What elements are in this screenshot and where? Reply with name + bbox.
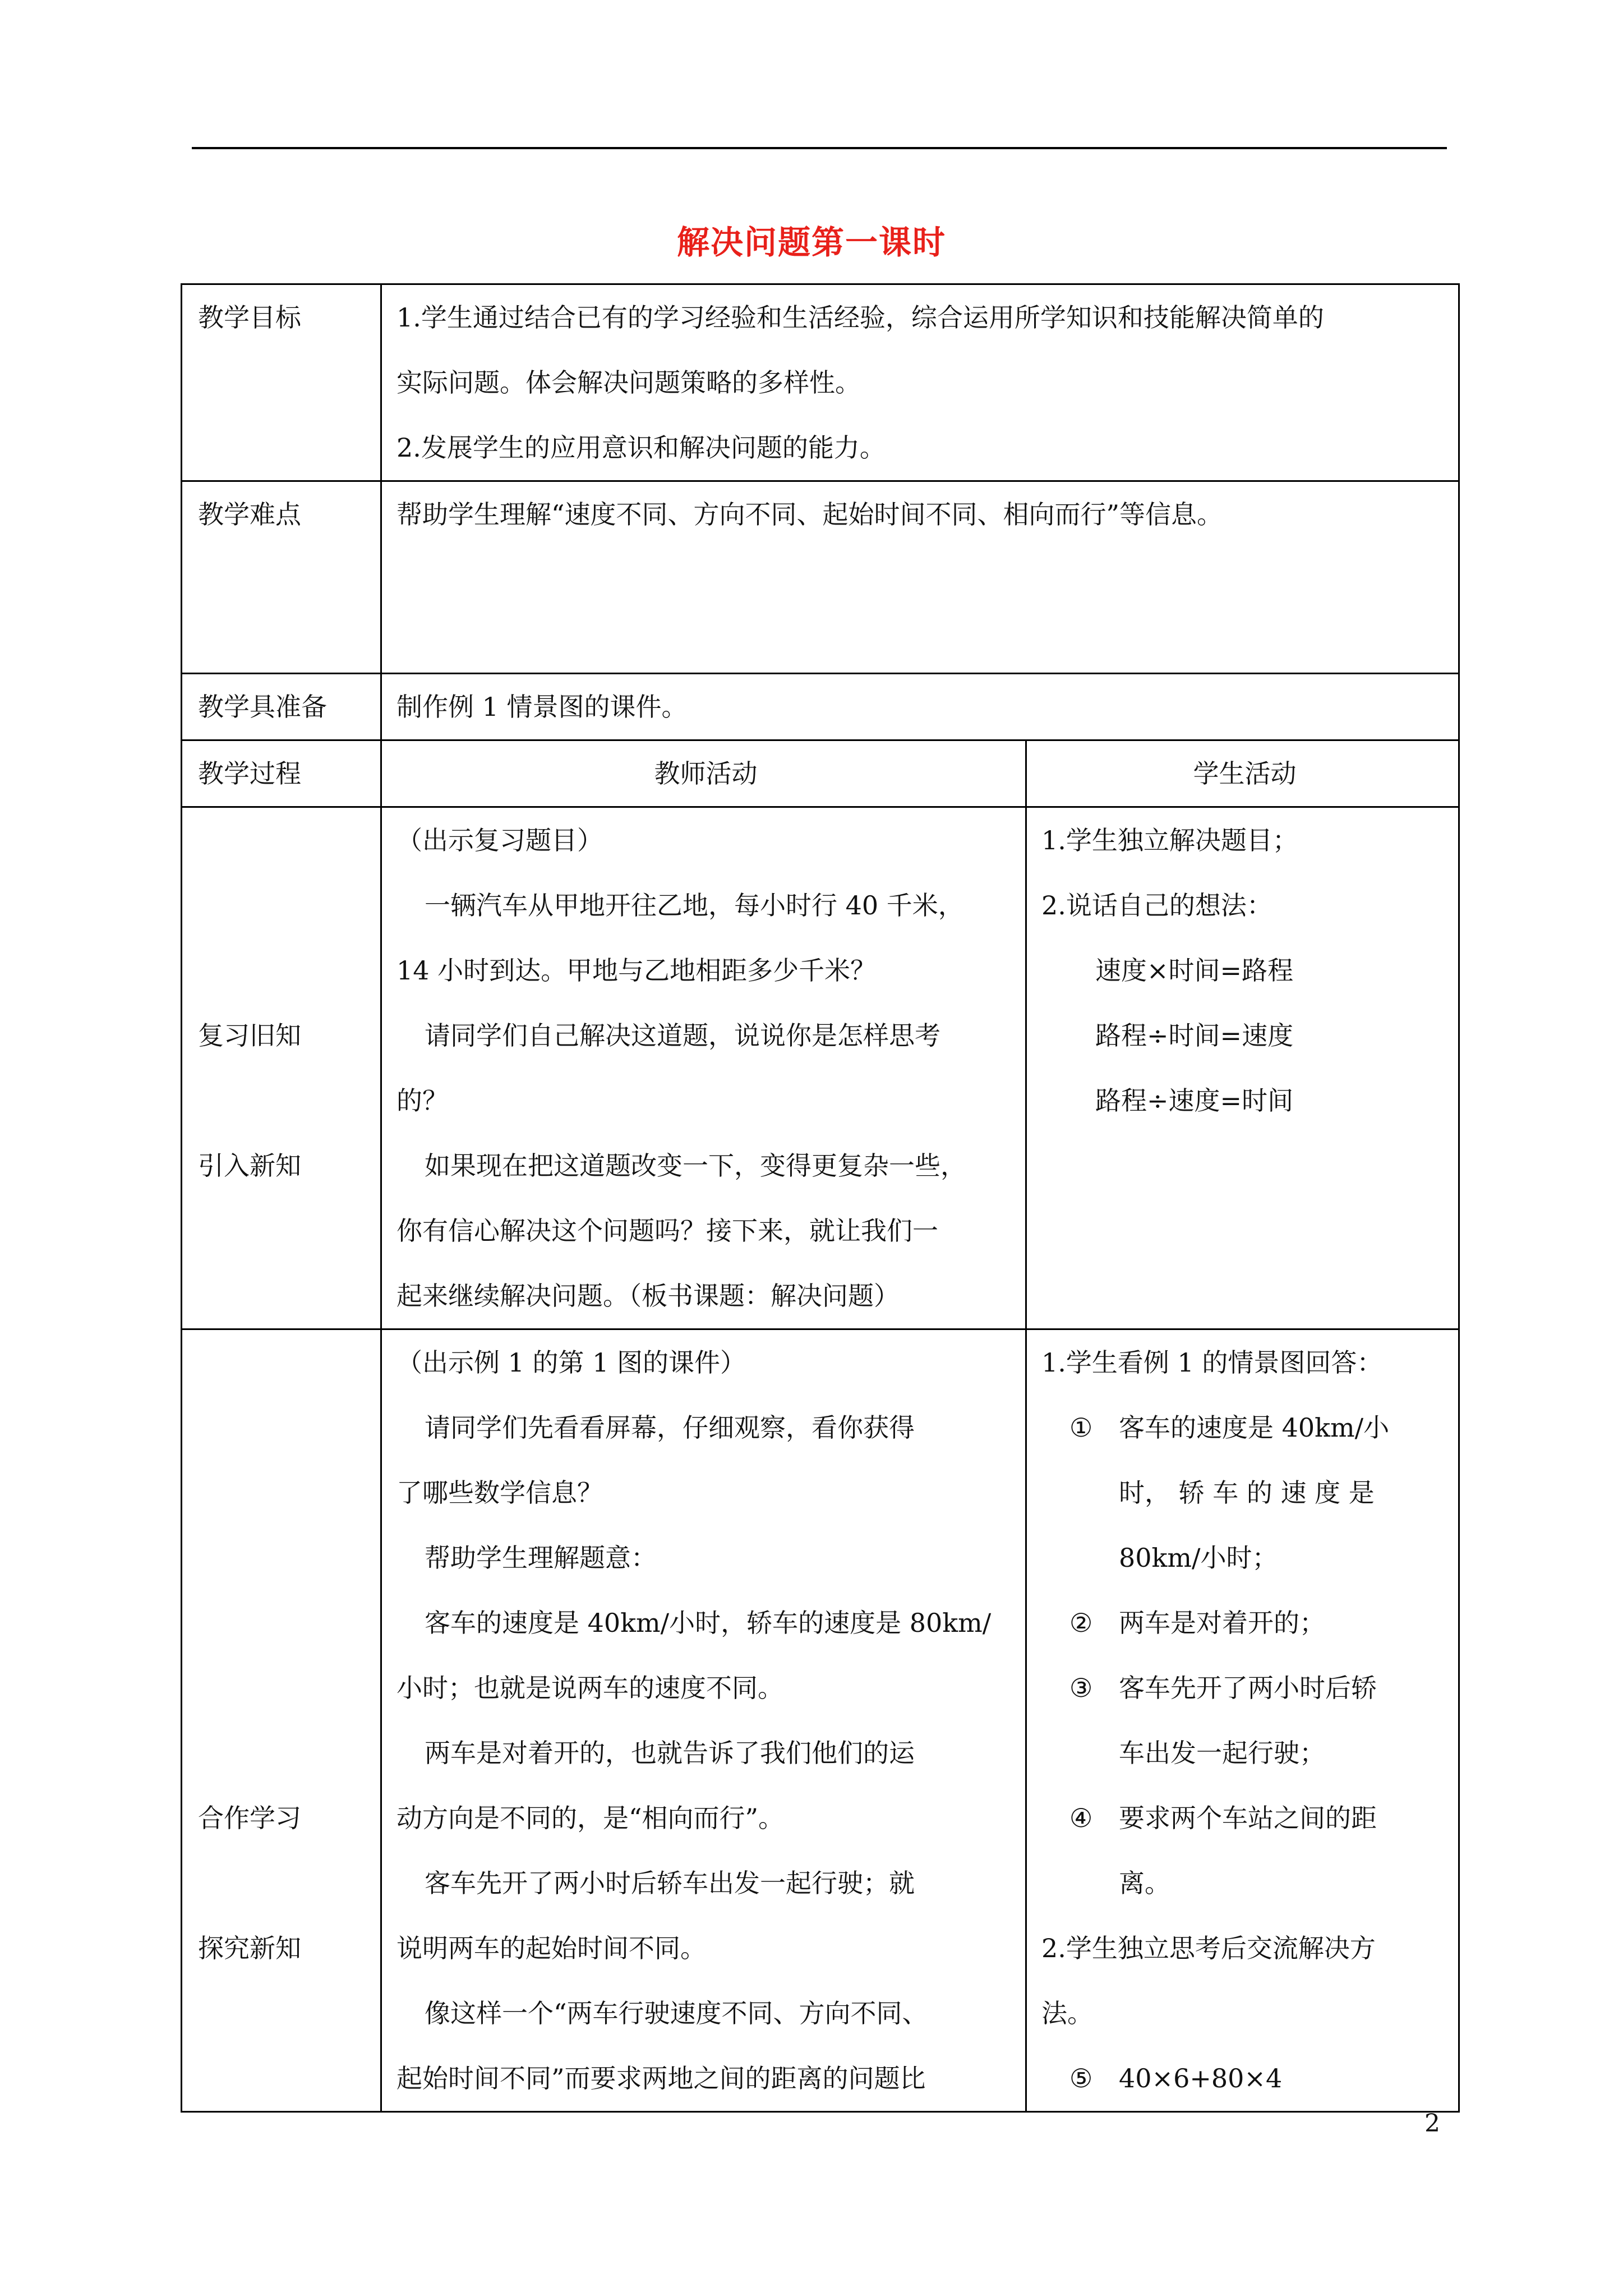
teacher-line: 一辆汽车从甲地开往乙地，每小时行 40 千米，: [425, 890, 964, 921]
teacher-line: 的？: [396, 1085, 448, 1116]
explore-student: [1026, 1329, 1459, 2112]
explore-label-cell: [182, 1329, 381, 2112]
difficulty-row: [182, 481, 1459, 674]
student-item: [1041, 2046, 1448, 2111]
teacher-line: 客车先开了两小时后轿车出发一起行驶；就: [425, 1868, 915, 1898]
student-line: 80km/小时；: [1119, 1543, 1278, 1573]
page-number: 2: [1424, 2109, 1440, 2138]
header-rule: [192, 147, 1447, 149]
intro-label: 引入新知: [198, 1151, 301, 1181]
teacher-line: 14 小时到达。甲地与乙地相距多少千米？: [396, 955, 877, 986]
circled-number: ①: [1069, 1412, 1093, 1443]
student-line: 1.学生看例 1 的情景图回答：: [1041, 1347, 1383, 1378]
teacher-line: 你有信心解决这个问题吗？接下来，就让我们一: [396, 1216, 938, 1246]
teacher-line: 帮助学生理解题意：: [425, 1543, 657, 1573]
prep-row: [182, 674, 1459, 740]
review-teacher: [381, 807, 1026, 1329]
student-item: ④ 要求两个车站之间的距: [1041, 1786, 1448, 1851]
teacher-line: 请同学们先看看屏幕，仔细观察，看你获得: [425, 1412, 915, 1443]
student-line: 车出发一起行驶；: [1119, 1738, 1325, 1768]
teacher-line: （出示复习题目）: [396, 825, 603, 855]
teacher-line: 起始时间不同”而要求两地之间的距离的问题比: [396, 2063, 926, 2093]
process-label: 教学过程: [182, 740, 381, 807]
student-line: 2.学生独立思考后交流解决方: [1041, 1933, 1376, 1963]
student-activity-header: 学生活动: [1026, 740, 1459, 807]
student-line: 1.学生独立解决题目；: [1041, 825, 1298, 855]
goals-line: 1.学生通过结合已有的学习经验和生活经验，综合运用所学知识和技能解决简单的: [396, 302, 1324, 333]
goals-row: [182, 284, 1459, 481]
prep-content: 制作例 1 情景图的课件。: [381, 674, 1459, 740]
explore-label: 合作学习: [198, 1803, 301, 1833]
student-item: ① 客车的速度是 40km/小: [1041, 1395, 1448, 1460]
difficulty-label: 教学难点: [182, 481, 381, 674]
new-knowledge-label: 探究新知: [198, 1933, 301, 1963]
formula: 40×6+80×4: [1119, 2063, 1283, 2093]
circled-number: ④: [1069, 1803, 1093, 1833]
difficulty-content: 帮助学生理解“速度不同、方向不同、起始时间不同、相向而行”等信息。: [381, 481, 1459, 674]
teacher-line: 如果现在把这道题改变一下，变得更复杂一些，: [425, 1151, 966, 1181]
review-row: [182, 807, 1459, 1329]
student-item: ② 两车是对着开的；: [1041, 1590, 1448, 1655]
student-item: ③ 客车先开了两小时后轿: [1041, 1655, 1448, 1720]
circled-number: ③: [1069, 1673, 1093, 1703]
teacher-line: 像这样一个“两车行驶速度不同、方向不同、: [425, 1998, 928, 2028]
student-line: 离。: [1119, 1868, 1170, 1898]
review-label-cell: [182, 807, 381, 1329]
teacher-line: 起来继续解决问题。（板书课题：解决问题）: [396, 1281, 900, 1311]
teacher-line: 说明两车的起始时间不同。: [396, 1933, 706, 1963]
teacher-line: 了哪些数学信息？: [396, 1478, 603, 1508]
teacher-line: 两车是对着开的，也就告诉了我们他们的运: [425, 1738, 915, 1768]
goals-line: 实际问题。体会解决问题策略的多样性。: [396, 367, 861, 398]
review-label: 复习旧知: [198, 1020, 301, 1051]
lesson-plan-table: [181, 283, 1460, 2113]
goals-content: [381, 284, 1459, 481]
teacher-line: 小时；也就是说两车的速度不同。: [396, 1673, 783, 1703]
circled-number: ②: [1069, 1608, 1093, 1638]
process-header-row: [182, 740, 1459, 807]
teacher-line: 动方向是不同的，是“相向而行”。: [396, 1803, 785, 1833]
circled-number: ⑤: [1069, 2063, 1093, 2093]
student-line: 路程÷速度=时间: [1095, 1085, 1294, 1116]
student-line: 速度×时间=路程: [1095, 955, 1294, 986]
prep-label: 教学具准备: [182, 674, 381, 740]
goals-line: 2.发展学生的应用意识和解决问题的能力。: [396, 432, 886, 463]
student-line: 路程÷时间=速度: [1095, 1020, 1294, 1051]
student-line: 2.说话自己的想法：: [1041, 890, 1272, 921]
teacher-line: 客车的速度是 40km/小时，轿车的速度是 80km/: [425, 1608, 992, 1638]
teacher-line: （出示例 1 的第 1 图的课件）: [396, 1347, 746, 1378]
explore-row: [182, 1329, 1459, 2112]
teacher-line: 请同学们自己解决这道题，说说你是怎样思考: [425, 1020, 940, 1051]
review-student: [1026, 807, 1459, 1329]
page-title: 解决问题第一课时: [676, 223, 946, 261]
explore-teacher: [381, 1329, 1026, 2112]
student-line: 法。: [1041, 1998, 1093, 2028]
goals-label: 教学目标: [182, 284, 381, 481]
student-line: 时， 轿 车 的 速 度 是: [1119, 1478, 1375, 1508]
teacher-activity-header: 教师活动: [381, 740, 1026, 807]
